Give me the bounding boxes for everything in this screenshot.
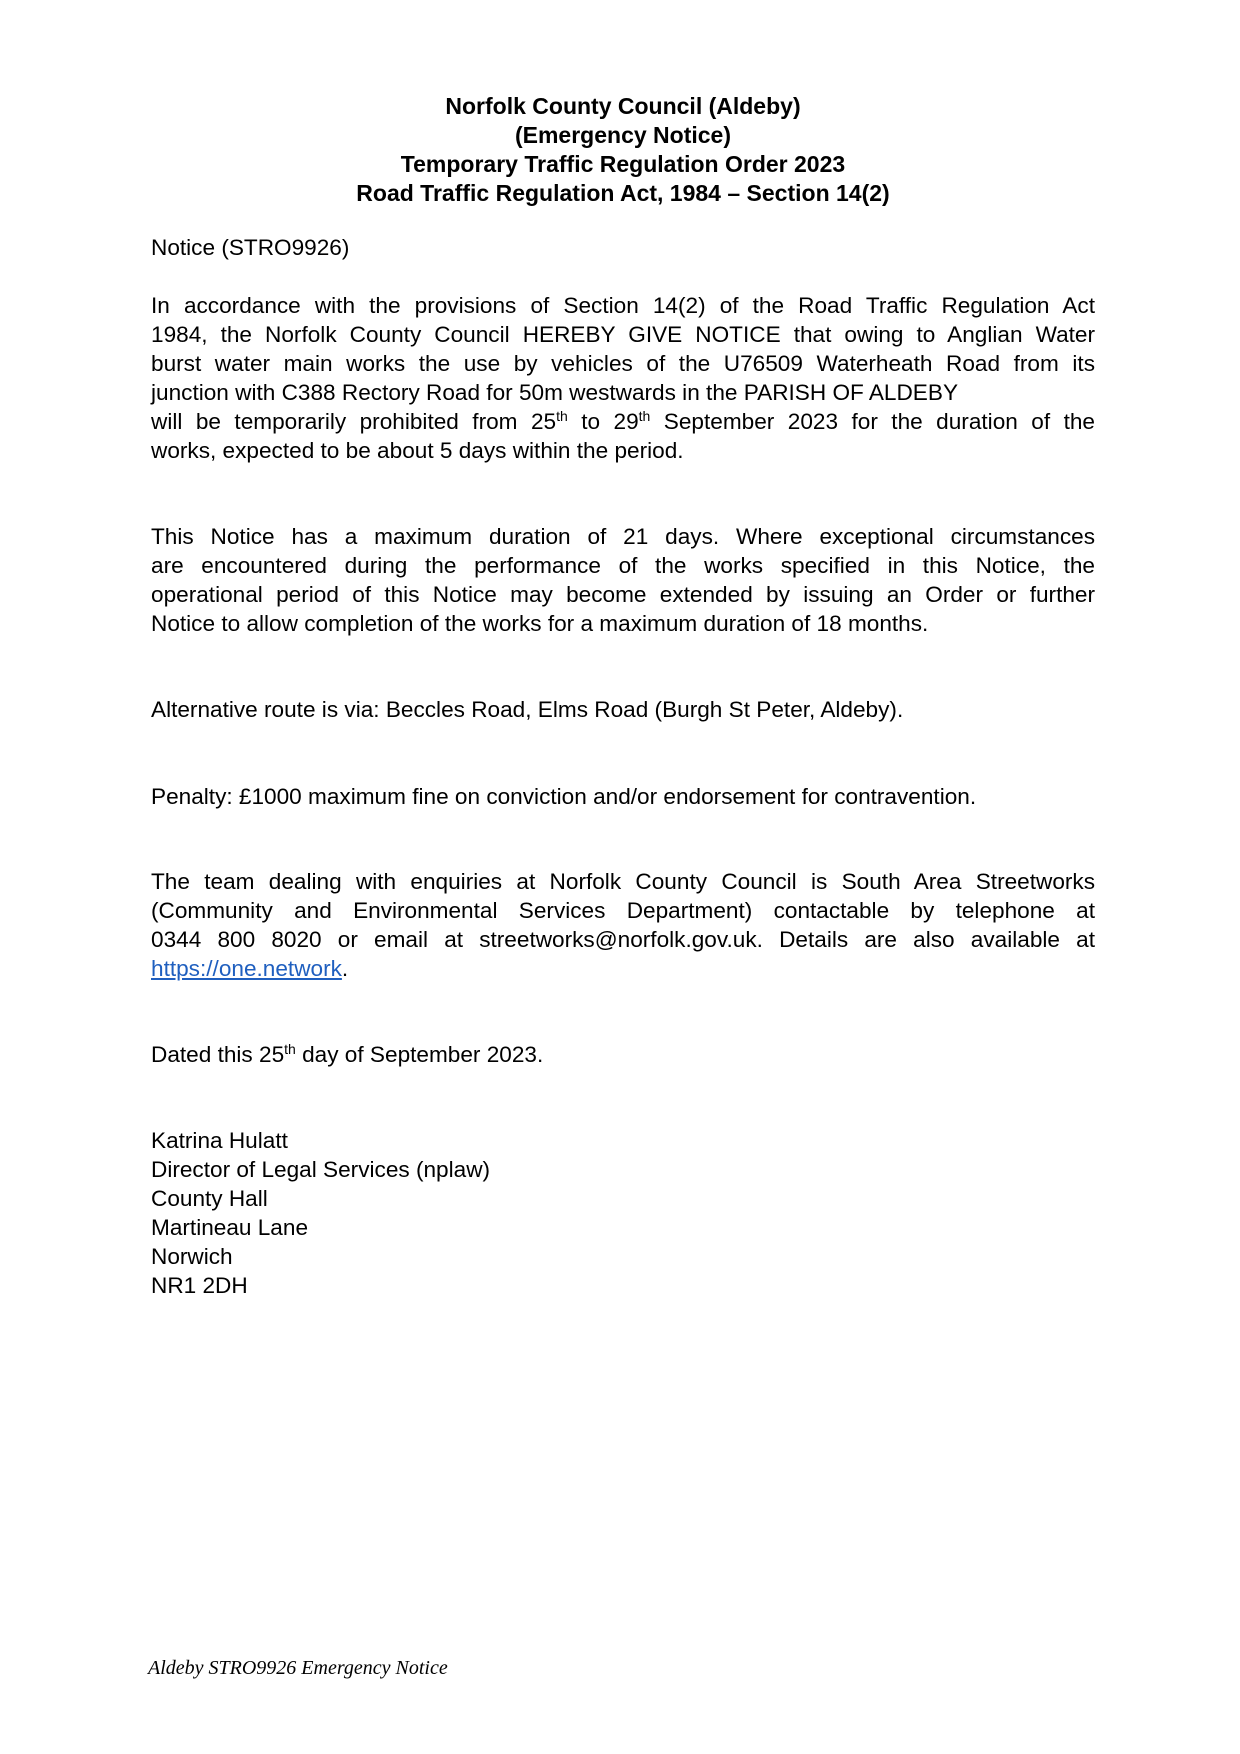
- signature-block: [151, 1126, 1095, 1300]
- duration-line: are encountered during the performance of the works specified in this Notice, the: [151, 553, 1095, 578]
- notice-line: In accordance with the provisions of Section 14(2) of the Road Traffic Regulation Act: [151, 293, 1095, 318]
- signatory-title: Director of Legal Services (nplaw): [151, 1157, 491, 1182]
- notice-line: works, expected to be about 5 days within the period.: [151, 438, 684, 463]
- address-line: Norwich: [151, 1244, 233, 1269]
- heading-emergency: (Emergency Notice): [514, 122, 731, 148]
- duration-line: Notice to allow completion of the works for a maximum duration of 18 months.: [151, 611, 929, 636]
- page-footer: Aldeby STRO9926 Emergency Notice: [148, 1657, 448, 1679]
- duration-line: operational period of this Notice may become extended by issuing an Order or further: [151, 582, 1095, 607]
- notice-line-dates: will be temporarily prohibited from 25th to 29th September 2023 for the duration of the: [151, 408, 1095, 434]
- notice-reference: Notice (STRO9926): [151, 235, 350, 260]
- enquiries-paragraph: [151, 867, 1095, 983]
- dated-line: Dated this 25th day of September 2023.: [151, 1041, 544, 1067]
- heading-act: Road Traffic Regulation Act, 1984 – Section 14(2): [356, 180, 890, 206]
- notice-paragraph: [151, 291, 1095, 465]
- penalty: Penalty: £1000 maximum fine on conviction and/or endorsement for contravention.: [151, 784, 977, 809]
- enquiries-line: (Community and Environmental Services Department) contactable by telephone at: [151, 898, 1095, 923]
- notice-heading: [150, 92, 1096, 208]
- enquiries-link-line: https://one.network.: [151, 956, 349, 981]
- heading-council: Norfolk County Council (Aldeby): [445, 93, 801, 119]
- notice-line: burst water main works the use by vehicles of the U76509 Waterheath Road from its: [151, 351, 1095, 376]
- heading-order: Temporary Traffic Regulation Order 2023: [400, 151, 846, 177]
- notice-line: 1984, the Norfolk County Council HEREBY GIVE NOTICE that owing to Anglian Water: [151, 322, 1095, 347]
- enquiries-line: 0344 800 8020 or email at streetworks@norfolk.gov.uk. Details are also available at: [151, 927, 1095, 952]
- alternative-route: Alternative route is via: Beccles Road, Elms Road (Burgh St Peter, Aldeby).: [151, 697, 904, 722]
- duration-line: This Notice has a maximum duration of 21 days. Where exceptional circumstances: [151, 524, 1095, 549]
- notice-line: junction with C388 Rectory Road for 50m westwards in the PARISH OF ALDEBY: [151, 380, 959, 405]
- duration-paragraph: [151, 522, 1095, 638]
- address-line: County Hall: [151, 1186, 268, 1211]
- signatory-name: Katrina Hulatt: [151, 1128, 288, 1153]
- enquiries-line: The team dealing with enquiries at Norfolk County Council is South Area Streetworks: [151, 869, 1095, 894]
- one-network-link[interactable]: https://one.network: [151, 956, 342, 981]
- address-line: Martineau Lane: [151, 1215, 309, 1240]
- address-postcode: NR1 2DH: [151, 1273, 248, 1298]
